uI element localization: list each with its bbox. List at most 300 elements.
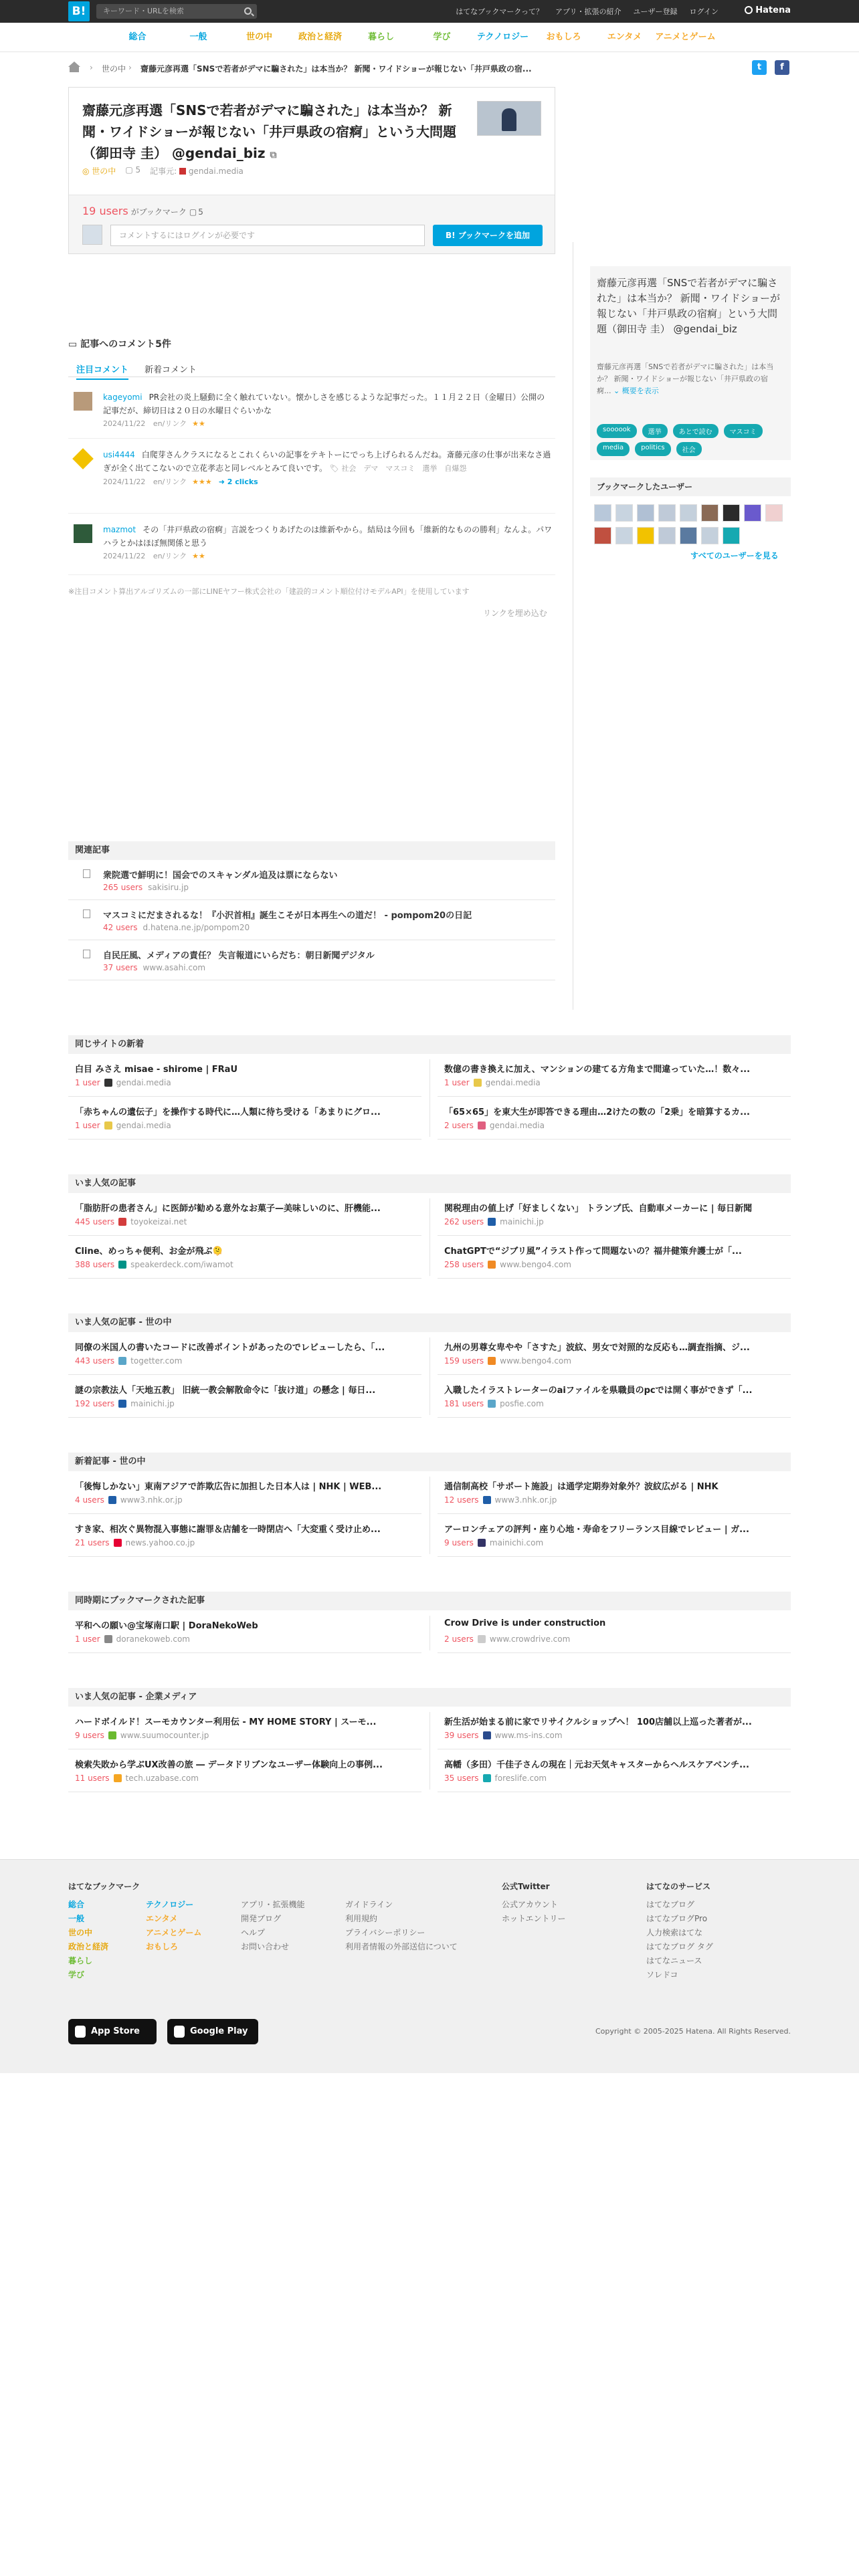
- nav-item[interactable]: 世の中: [246, 32, 272, 42]
- article-item[interactable]: [438, 1055, 791, 1097]
- footer-heading: はてなのサービス: [646, 1882, 711, 1891]
- article-item[interactable]: [438, 1708, 791, 1749]
- entry-category[interactable]: ◎ 世の中: [82, 167, 116, 176]
- related-domain[interactable]: www.asahi.com: [142, 963, 206, 972]
- article-users[interactable]: 1 user: [75, 1121, 100, 1130]
- article-title[interactable]: 通信制高校「サポート施設」は通学定期券対象外？波紋広がる | NHK: [444, 1482, 719, 1492]
- article-users[interactable]: 262 users: [444, 1217, 484, 1226]
- article-users[interactable]: 1 user: [75, 1634, 100, 1644]
- related-section: [68, 841, 555, 988]
- article-domain[interactable]: gendai.media: [489, 1121, 545, 1130]
- site-favicon-icon: [478, 1121, 486, 1130]
- twitter-share-icon[interactable]: t: [752, 60, 767, 75]
- footer-link[interactable]: おもしろ: [146, 1942, 179, 1951]
- article-meta: [75, 1538, 195, 1547]
- article-users[interactable]: 11 users: [75, 1774, 110, 1783]
- related-domain[interactable]: d.hatena.ne.jp/pompom20: [142, 923, 250, 932]
- footer-link[interactable]: はてなブログ: [646, 1900, 695, 1909]
- article-meta: [444, 1634, 570, 1644]
- footer-link[interactable]: 学び: [68, 1970, 85, 1979]
- global-header: [0, 0, 859, 23]
- comment-meta: [103, 550, 553, 563]
- app-store-button[interactable]: [68, 2019, 157, 2044]
- breadcrumb: [68, 59, 791, 79]
- article-item[interactable]: [438, 1237, 791, 1279]
- article-title[interactable]: Cline、めっちゃ便利、お金が飛ぶ🫠: [75, 1247, 223, 1257]
- footer-link[interactable]: 公式アカウント: [502, 1900, 558, 1909]
- related-domain[interactable]: sakisiru.jp: [148, 883, 189, 892]
- comment-date[interactable]: 2024/11/22: [103, 419, 146, 428]
- google-play-label: Google Play: [190, 2026, 248, 2036]
- article-item[interactable]: [438, 1098, 791, 1140]
- user-avatar[interactable]: [594, 527, 611, 544]
- article-domain[interactable]: mainichi.jp: [130, 1399, 175, 1408]
- article-item[interactable]: [68, 1237, 421, 1279]
- article-item[interactable]: [68, 1055, 421, 1097]
- article-title[interactable]: 関税理由の値上げ「好ましくない」 トランプ氏、自動車メーカーに | 毎日新聞: [444, 1204, 753, 1214]
- article-domain[interactable]: posfie.com: [500, 1399, 544, 1408]
- nav-item[interactable]: 政治と経済: [298, 32, 342, 42]
- footer-link[interactable]: 暮らし: [68, 1956, 93, 1965]
- tag-chip[interactable]: マスコミ: [724, 424, 763, 438]
- user-avatar[interactable]: [680, 504, 697, 522]
- comment-body: [103, 448, 553, 489]
- footer-link[interactable]: 政治と経済: [68, 1942, 109, 1951]
- article-title[interactable]: 「65×65」を東大生が即答できる理由…2けたの数の「2乗」を暗算するカ...: [444, 1107, 750, 1117]
- article-domain[interactable]: www.crowdrive.com: [489, 1634, 571, 1644]
- related-users: [103, 923, 250, 932]
- footer-link[interactable]: 人力検索はてな: [646, 1928, 703, 1937]
- site-favicon-icon: [108, 1731, 116, 1739]
- comment-meta: [103, 475, 553, 489]
- nav-item[interactable]: アニメとゲーム: [655, 32, 716, 42]
- article-users[interactable]: 443 users: [75, 1356, 115, 1366]
- footer-link[interactable]: お問い合わせ: [241, 1942, 290, 1951]
- comment-count[interactable]: ▢ 5: [125, 165, 141, 175]
- add-bookmark-label: ブックマークを追加: [458, 231, 530, 240]
- footer-col-apps: [241, 1898, 305, 1954]
- user-avatar[interactable]: [594, 504, 611, 522]
- site-favicon-icon: [114, 1539, 122, 1547]
- header-link-about[interactable]: はてなブックマークって？: [456, 7, 543, 16]
- search-icon[interactable]: [244, 7, 252, 15]
- comment-tags[interactable]: 🏷 社会 デマ マスコミ 選挙 自爆怨: [329, 464, 467, 473]
- footer-link[interactable]: 利用者情報の外部送信について: [345, 1942, 458, 1951]
- users-count-value: 19 users: [82, 205, 128, 217]
- article-title[interactable]: 白目 みさえ misae - shirome | FRaU: [75, 1065, 238, 1075]
- user-avatar[interactable]: [701, 527, 719, 544]
- avatar[interactable]: [74, 524, 92, 543]
- article-users[interactable]: 258 users: [444, 1260, 484, 1269]
- article-title[interactable]: Crow Drive is under construction: [444, 1618, 606, 1628]
- sidebar-summary: [590, 266, 791, 460]
- show-summary-link[interactable]: ⌄ 概要を表示: [613, 387, 659, 395]
- article-users[interactable]: 39 users: [444, 1731, 479, 1740]
- footer-col-services: [646, 1880, 713, 1982]
- bookmark-users: [590, 477, 791, 564]
- nav-item[interactable]: 暮らし: [367, 32, 394, 42]
- breadcrumb-separator: ›: [90, 63, 93, 72]
- article-users[interactable]: 181 users: [444, 1399, 484, 1408]
- article-users[interactable]: 4 users: [75, 1495, 104, 1505]
- site-favicon-icon: [104, 1079, 112, 1087]
- article-item[interactable]: [438, 1612, 791, 1653]
- article-title[interactable]: 数億の書き換えに加え、マンションの建てる方角まで間違っていた…！数々...: [444, 1065, 751, 1075]
- see-all-users-link[interactable]: すべてのユーザーを見る: [690, 551, 779, 560]
- section-heading: 同じサイトの新着: [68, 1035, 791, 1054]
- article-title[interactable]: 入職したイラストレーターのaiファイルを県職員のpcでは開く事ができず「...: [444, 1386, 753, 1396]
- user-avatar[interactable]: [637, 504, 654, 522]
- article-item[interactable]: [68, 1751, 421, 1792]
- user-avatar[interactable]: [701, 504, 719, 522]
- header-link-register[interactable]: ユーザー登録: [633, 7, 678, 16]
- article-item[interactable]: [438, 1376, 791, 1418]
- footer-heading: 公式Twitter: [502, 1882, 550, 1891]
- article-domain[interactable]: foreslife.com: [494, 1774, 547, 1783]
- article-domain[interactable]: toyokeizai.net: [130, 1217, 187, 1226]
- home-icon[interactable]: [68, 62, 80, 72]
- user-avatar[interactable]: [680, 527, 697, 544]
- article-title[interactable]: ChatGPTで“ジブリ風”イラスト作って問題ないの？福井健策弁護士が「...: [444, 1247, 742, 1257]
- comment-user[interactable]: usi4444: [103, 450, 135, 459]
- comment-item: [68, 522, 555, 575]
- footer-link[interactable]: はてなブログPro: [646, 1914, 708, 1923]
- article-item[interactable]: [438, 1751, 791, 1792]
- footer-link[interactable]: はてなニュース: [646, 1956, 702, 1965]
- article-meta: [75, 1634, 190, 1644]
- breadcrumb-category[interactable]: 世の中: [102, 64, 126, 74]
- user-avatar[interactable]: [658, 527, 676, 544]
- article-domain[interactable]: www.ms-ins.com: [494, 1731, 563, 1740]
- footer-category-list-2: [146, 1898, 201, 1954]
- user-avatar[interactable]: [658, 504, 676, 522]
- comment-meta: [103, 417, 553, 431]
- section-heading: いま人気の記事 - 世の中: [68, 1313, 791, 1332]
- article-domain[interactable]: gendai.media: [485, 1078, 541, 1087]
- star-icon[interactable]: ★★: [192, 419, 205, 428]
- avatar[interactable]: [72, 448, 94, 469]
- clicks-count-text: 2 clicks: [227, 477, 258, 486]
- site-favicon-icon: [488, 1261, 496, 1269]
- google-play-button[interactable]: [167, 2019, 258, 2044]
- related-users-count[interactable]: 265 users: [103, 883, 143, 892]
- search-input[interactable]: [96, 4, 257, 19]
- nav-item[interactable]: 総合: [128, 32, 147, 42]
- article-title[interactable]: 新生活が始まる前に家でリサイクルショップへ！ 100店舗以上巡った著者が...: [444, 1717, 752, 1727]
- article-domain[interactable]: news.yahoo.co.jp: [125, 1538, 195, 1547]
- bookmark-panel: [69, 195, 555, 253]
- document-icon: [83, 869, 90, 878]
- article-item[interactable]: [68, 1473, 421, 1514]
- article-title[interactable]: 謎の宗教法人「天地五教」 旧統一教会解散命令に「抜け道」の懸念 | 毎日...: [75, 1386, 376, 1396]
- hatena-brand-label: Hatena: [755, 5, 791, 15]
- article-item[interactable]: [68, 1333, 421, 1375]
- footer-link[interactable]: 総合: [68, 1900, 85, 1909]
- breadcrumb-separator: ›: [128, 63, 132, 72]
- related-item[interactable]: [68, 942, 555, 980]
- article-meta: [75, 1217, 187, 1226]
- header-link-login[interactable]: ログイン: [689, 7, 719, 16]
- summary-description: [597, 361, 781, 397]
- article-title[interactable]: 高幡（多田）千佳子さんの現在｜元お天気キャスターからヘルスケアベンチ...: [444, 1760, 749, 1770]
- related-title[interactable]: 衆院選で鮮明に！国会でのスキャンダル追及は票にならない: [103, 871, 338, 881]
- comment-body: [103, 391, 553, 431]
- entry-thumbnail[interactable]: [477, 101, 541, 136]
- article-users[interactable]: 2 users: [444, 1634, 474, 1644]
- article-item[interactable]: [438, 1194, 791, 1236]
- article-section: [68, 1035, 791, 1141]
- article-section: [68, 1174, 791, 1280]
- comment-text: PR会社の炎上騒動に全く触れていない。懐かしさを感じるような記事だった。１１月２２日（金曜日）公開の記事だが、締切日は２０日の水曜日ぐらいかな: [103, 393, 545, 415]
- article-users[interactable]: 21 users: [75, 1538, 110, 1547]
- tab-new-comments[interactable]: 新着コメント: [145, 365, 197, 375]
- tag-chip[interactable]: soooook: [597, 424, 637, 438]
- footer-link[interactable]: ヘルプ: [241, 1928, 266, 1937]
- article-title[interactable]: 平和への願い@宝塚南口駅 | DoraNekoWeb: [75, 1621, 258, 1631]
- user-avatar[interactable]: [723, 527, 740, 544]
- article-section: [68, 1453, 791, 1558]
- article-meta: [75, 1774, 199, 1783]
- copyright: Copyright © 2005-2025 Hatena. All Rights Reserved.: [595, 2027, 791, 2036]
- article-meta: [75, 1731, 209, 1740]
- article-domain[interactable]: www3.nhk.or.jp: [120, 1495, 183, 1505]
- hatena-icon: [745, 6, 753, 14]
- article-item[interactable]: [68, 1515, 421, 1557]
- footer-link[interactable]: ガイドライン: [345, 1900, 393, 1909]
- article-meta: [75, 1495, 183, 1505]
- article-title[interactable]: アーロンチェアの評判・座り心地・寿命をフリーランス目線でレビュー | ガ...: [444, 1525, 749, 1535]
- article-meta: [75, 1121, 171, 1130]
- article-domain[interactable]: mainichi.com: [489, 1538, 544, 1547]
- related-title[interactable]: 自民圧風、メディアの責任？ 失言報道にいらだち：朝日新聞デジタル: [103, 951, 375, 961]
- article-meta: [75, 1260, 233, 1269]
- footer-link[interactable]: アニメとゲーム: [146, 1928, 202, 1937]
- facebook-share-icon[interactable]: f: [775, 60, 789, 75]
- article-section: [68, 1313, 791, 1419]
- article-meta: [444, 1121, 545, 1130]
- header-link-apps[interactable]: アプリ・拡張の紹介: [555, 7, 622, 16]
- article-domain[interactable]: mainichi.jp: [500, 1217, 544, 1226]
- footer-link[interactable]: 利用規約: [345, 1914, 378, 1923]
- article-item[interactable]: [68, 1376, 421, 1418]
- site-favicon-icon: [488, 1218, 496, 1226]
- site-favicon-icon: [118, 1400, 126, 1408]
- bookmark-comment-count: 5: [198, 207, 203, 217]
- tag-chip[interactable]: media: [597, 442, 630, 456]
- comment-date[interactable]: 2024/11/22: [103, 552, 146, 560]
- tag-chip[interactable]: 選挙: [642, 424, 668, 438]
- article-users[interactable]: 388 users: [75, 1260, 115, 1269]
- site-favicon-icon: [118, 1261, 126, 1269]
- footer-link[interactable]: 開発ブログ: [241, 1914, 282, 1923]
- category-nav: [0, 23, 859, 52]
- site-favicon-icon: [483, 1774, 491, 1782]
- bookmark-b-icon: B!: [446, 231, 458, 240]
- article-users[interactable]: 445 users: [75, 1217, 115, 1226]
- site-favicon-icon: [488, 1400, 496, 1408]
- comments-section: [68, 337, 555, 625]
- article-title[interactable]: すき家、相次ぐ異物混入事態に謝罪＆店舗を一時閉店へ「大変重く受け止め...: [75, 1525, 381, 1535]
- article-users[interactable]: 12 users: [444, 1495, 479, 1505]
- show-summary-label: 概要を表示: [622, 387, 659, 395]
- user-avatar[interactable]: [637, 527, 654, 544]
- source: 記事元: gendai.media: [150, 167, 244, 176]
- article-users[interactable]: 159 users: [444, 1356, 484, 1366]
- related-item[interactable]: [68, 901, 555, 940]
- article-item[interactable]: [68, 1194, 421, 1236]
- article-domain[interactable]: togetter.com: [130, 1356, 183, 1366]
- footer-col-bookmark: [68, 1880, 140, 1982]
- add-bookmark-button[interactable]: [433, 225, 543, 246]
- footer-link[interactable]: テクノロジー: [146, 1900, 194, 1909]
- article-title[interactable]: 「赤ちゃんの遺伝子」を操作する時代に…人類に待ち受ける「あまりにグロ...: [75, 1107, 381, 1117]
- article-meta: [444, 1495, 557, 1505]
- article-users[interactable]: 9 users: [75, 1731, 104, 1740]
- user-avatar[interactable]: [765, 504, 783, 522]
- comment-count-value: 5: [135, 165, 141, 175]
- related-heading: 関連記事: [68, 841, 555, 860]
- site-favicon-icon: [478, 1539, 486, 1547]
- document-icon: [83, 950, 90, 958]
- tag-chip[interactable]: 社会: [676, 442, 702, 456]
- external-link-icon[interactable]: ⧉: [270, 150, 277, 160]
- entry-card: [68, 87, 555, 254]
- user-avatar[interactable]: [615, 504, 633, 522]
- star-icon[interactable]: ★★★: [192, 477, 212, 486]
- footer-twitter-list: [502, 1898, 566, 1926]
- article-domain[interactable]: www.suumocounter.jp: [120, 1731, 209, 1740]
- article-title[interactable]: 検索失敗から学ぶUX改善の旅 ― データドリブンなユーザー体験向上の事例...: [75, 1760, 383, 1770]
- section-heading: 新着記事 - 世の中: [68, 1453, 791, 1471]
- related-users: [103, 963, 205, 972]
- nav-item[interactable]: 一般: [189, 32, 207, 42]
- article-users[interactable]: 35 users: [444, 1774, 479, 1783]
- article-item[interactable]: [68, 1708, 421, 1749]
- article-domain[interactable]: gendai.media: [116, 1121, 171, 1130]
- article-users[interactable]: 1 user: [444, 1078, 470, 1087]
- article-domain[interactable]: doranekoweb.com: [116, 1634, 190, 1644]
- footer-link[interactable]: アプリ・拡張機能: [241, 1900, 305, 1909]
- comment-algorithm-note: ※注目コメント算出アルゴリズムの一部にLINEヤフー株式会社の「建設的コメント順位付けモデルAPI」を使用しています: [68, 587, 470, 596]
- star-icon[interactable]: ★★: [192, 552, 205, 560]
- article-meta: [444, 1731, 563, 1740]
- nav-item[interactable]: エンタメ: [607, 32, 642, 42]
- article-domain[interactable]: gendai.media: [116, 1078, 171, 1087]
- footer-link[interactable]: 一般: [68, 1914, 85, 1923]
- users-count[interactable]: [82, 205, 203, 217]
- section-heading: 同時期にブックマークされた記事: [68, 1592, 791, 1610]
- footer-link[interactable]: ホットエントリー: [502, 1914, 566, 1923]
- article-domain[interactable]: tech.uzabase.com: [125, 1774, 199, 1783]
- category-nav-list: [107, 23, 716, 52]
- comment-user[interactable]: kageyomi: [103, 393, 142, 402]
- comment-links[interactable]: en/リンク: [153, 477, 187, 486]
- source-label: 記事元: [150, 167, 175, 176]
- embed-link[interactable]: リンクを埋め込む: [483, 609, 547, 618]
- article-users[interactable]: 1 user: [75, 1078, 100, 1087]
- users-count-suffix: がブックマーク: [130, 207, 187, 217]
- article-section: [68, 1592, 791, 1654]
- comment-user[interactable]: mazmot: [103, 525, 136, 534]
- tab-popular-comments[interactable]: 注目コメント: [76, 362, 128, 380]
- article-title[interactable]: 九州の男尊女卑やや「さすた」波紋、男女で対照的な反応も…調査指摘、ジ...: [444, 1343, 750, 1353]
- footer-link[interactable]: エンタメ: [146, 1914, 178, 1923]
- article-domain[interactable]: speakerdeck.com/iwamot: [130, 1260, 233, 1269]
- article-item[interactable]: [68, 1612, 421, 1653]
- comment-date[interactable]: 2024/11/22: [103, 477, 146, 486]
- article-users[interactable]: 2 users: [444, 1121, 474, 1130]
- tag-chip[interactable]: あとで読む: [673, 424, 719, 438]
- article-meta: [444, 1078, 541, 1087]
- article-domain[interactable]: www3.nhk.or.jp: [494, 1495, 557, 1505]
- summary-description-text: 齋藤元彦再選「SNSで若者がデマに騙された」は本当か？ 新聞・ワイドショーが報じない「井戸県政の宿痾...: [597, 362, 774, 395]
- related-title[interactable]: マスコミにだまされるな！『小沢首相』誕生こそが日本再生への道だ！ - pompom20の日記: [103, 911, 472, 921]
- avatar[interactable]: [74, 392, 92, 411]
- user-avatar[interactable]: [615, 527, 633, 544]
- footer-link[interactable]: 世の中: [68, 1928, 93, 1937]
- entry-title-text: 齋藤元彦再選「SNSで若者がデマに騙された」は本当か？ 新聞・ワイドショーが報じない「井戸県政の宿痾」という大問題（御田寺 圭） @gendai_biz: [82, 102, 456, 161]
- article-title[interactable]: ハードボイルド！スーモカウンター利用伝 - MY HOME STORY | スーモ...: [75, 1717, 377, 1727]
- nav-item[interactable]: 学び: [433, 32, 451, 42]
- article-item[interactable]: [438, 1515, 791, 1557]
- article-users[interactable]: 9 users: [444, 1538, 474, 1547]
- nav-item[interactable]: テクノロジー: [476, 32, 529, 42]
- section-heading: いま人気の記事: [68, 1174, 791, 1193]
- tag-chip[interactable]: politics: [635, 442, 670, 456]
- comments-heading: [68, 337, 555, 350]
- hatena-bookmark-logo[interactable]: B!: [68, 1, 90, 21]
- comment-links[interactable]: en/リンク: [153, 552, 187, 560]
- site-favicon-icon: [118, 1357, 126, 1365]
- user-avatar[interactable]: [744, 504, 761, 522]
- article-item[interactable]: [438, 1473, 791, 1514]
- footer-link[interactable]: プライバシーポリシー: [345, 1928, 425, 1937]
- article-item[interactable]: [68, 1098, 421, 1140]
- footer-link[interactable]: ソレドコ: [646, 1970, 678, 1979]
- article-domain[interactable]: www.bengo4.com: [500, 1356, 571, 1366]
- comment-input[interactable]: コメントするにはログインが必要です: [110, 225, 425, 246]
- article-title[interactable]: 同僚の米国人の書いたコードに改善ポイントがあったのでレビューしたら、「...: [75, 1343, 385, 1353]
- my-avatar: [82, 225, 102, 245]
- breadcrumb-current: 齋藤元彦再選「SNSで若者がデマに騙された」は本当か？ 新聞・ワイドショーが報じない「井戸県政の宿...: [140, 64, 532, 74]
- site-favicon-icon: [104, 1121, 112, 1130]
- comment-tags-text: 社会 デマ マスコミ 選挙 自爆怨: [341, 464, 467, 473]
- footer-link[interactable]: はてなブログ タグ: [646, 1942, 713, 1951]
- app-store-label: App Store: [91, 2026, 140, 2036]
- article-domain[interactable]: www.bengo4.com: [500, 1260, 571, 1269]
- source-domain-link[interactable]: gendai.media: [188, 167, 244, 176]
- site-favicon-icon: [483, 1496, 491, 1504]
- comment-links[interactable]: en/リンク: [153, 419, 187, 428]
- article-title[interactable]: 「後悔しかない」東南アジアで詐欺広告に加担した日本人は | NHK | WEB...: [75, 1482, 382, 1492]
- entry-title[interactable]: [82, 100, 457, 166]
- related-users-count[interactable]: 37 users: [103, 963, 138, 972]
- site-favicon-icon: [483, 1731, 491, 1739]
- article-meta: [75, 1356, 182, 1366]
- article-section: [68, 1688, 791, 1794]
- related-users-count[interactable]: 42 users: [103, 923, 138, 932]
- user-avatar[interactable]: [723, 504, 740, 522]
- tag-list: [597, 424, 784, 456]
- hatena-brand[interactable]: [745, 5, 791, 15]
- clicks-count[interactable]: ➜ 2 clicks: [218, 477, 258, 486]
- nav-item[interactable]: おもしろ: [546, 32, 581, 42]
- article-item[interactable]: [438, 1333, 791, 1375]
- article-title[interactable]: 「脂肪肝の患者さん」に医師が勧める意外なお菓子—美味しいのに、肝機能...: [75, 1204, 381, 1214]
- related-item[interactable]: [68, 861, 555, 900]
- article-meta: [444, 1538, 543, 1547]
- article-users[interactable]: 192 users: [75, 1399, 115, 1408]
